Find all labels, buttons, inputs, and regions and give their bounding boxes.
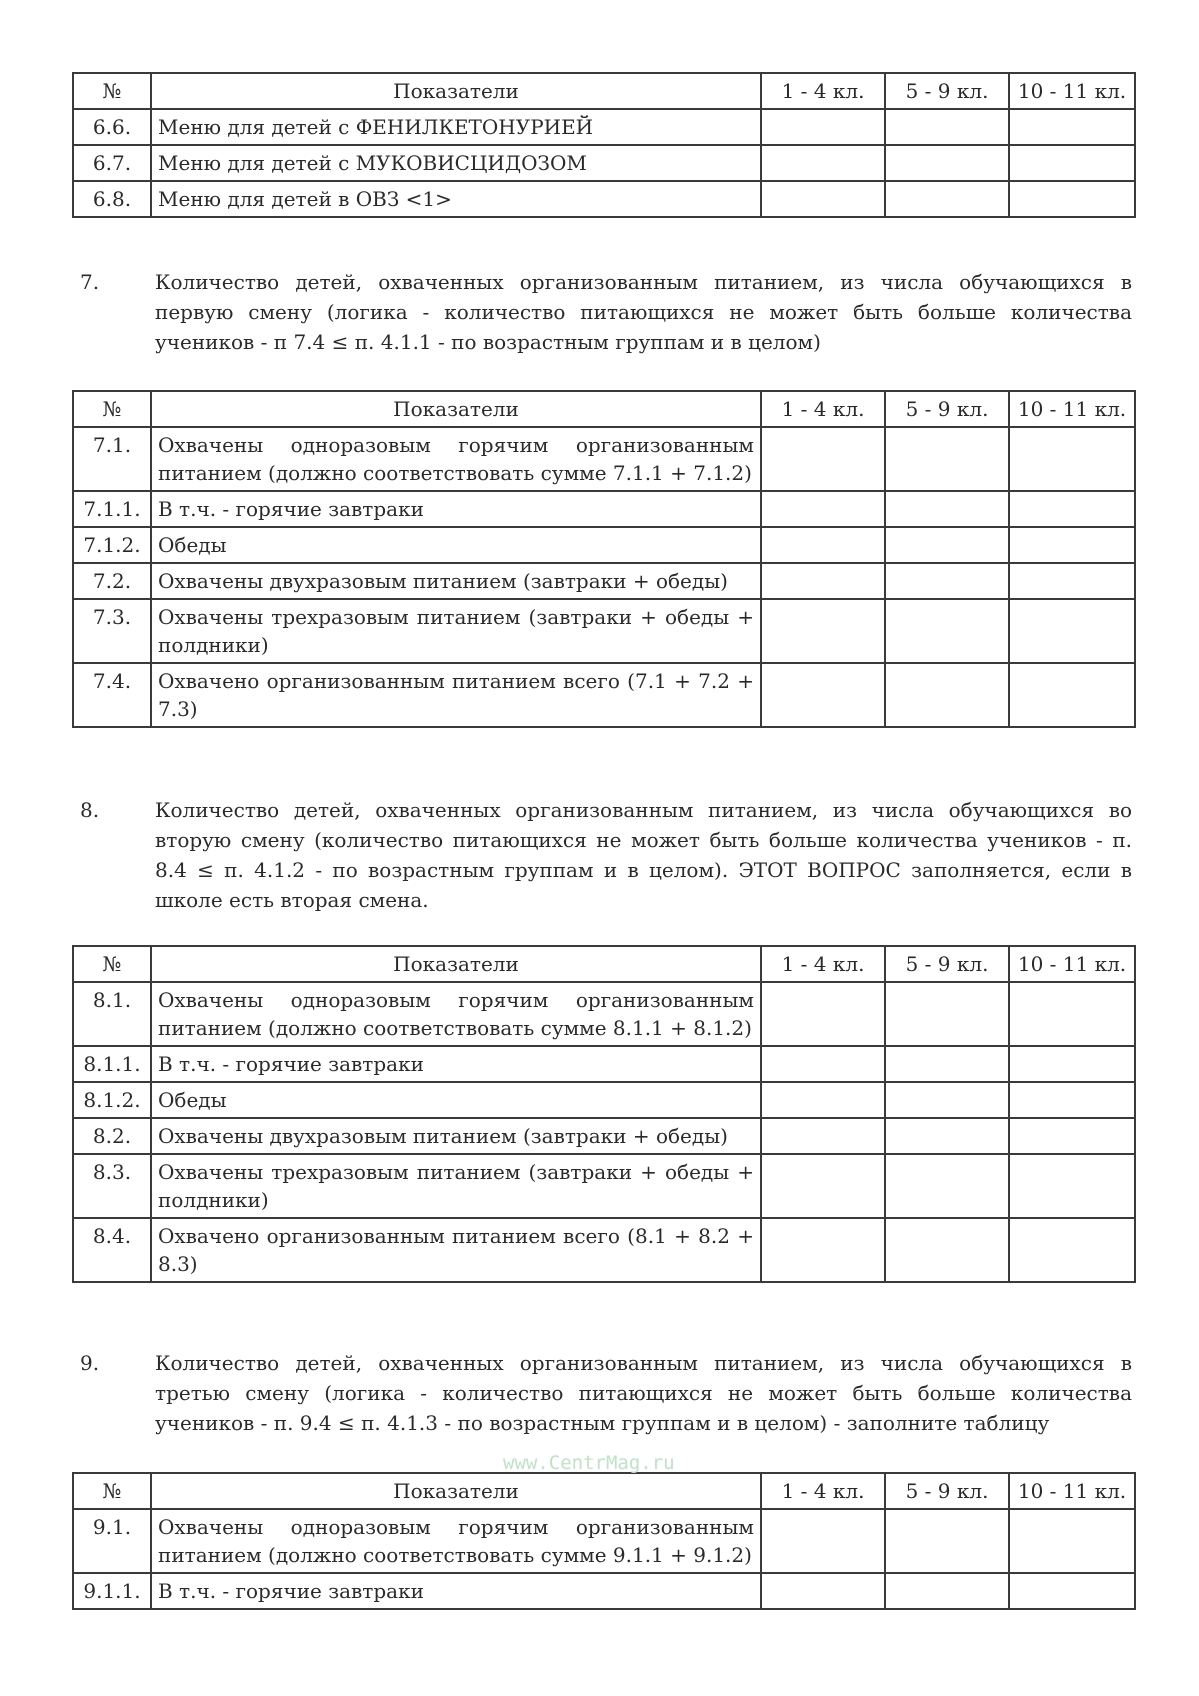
table-row: [73, 663, 1135, 727]
col-num-header: №: [73, 73, 151, 109]
cell-grades-5-9[interactable]: [885, 599, 1009, 663]
cell-grades-1-4[interactable]: [761, 663, 885, 727]
cell-grades-5-9[interactable]: [885, 1509, 1009, 1573]
table-row: [73, 1218, 1135, 1282]
cell-grades-5-9[interactable]: [885, 109, 1009, 145]
cell-grades-5-9[interactable]: [885, 982, 1009, 1046]
section-text: Количество детей, охваченных организованным питанием, из числа обучающихся в первую смену (логика - количество питающихся не может быть больше количества учеников - п 7.4 ≤ п. 4.1.1 - по возрастным группам и в целом): [155, 270, 1132, 354]
cell-grades-5-9[interactable]: [885, 491, 1009, 527]
col-grades-5-9-header: 5 - 9 кл.: [885, 946, 1009, 982]
cell-grades-5-9[interactable]: [885, 1046, 1009, 1082]
cell-grades-1-4[interactable]: [761, 145, 885, 181]
cell-grades-1-4[interactable]: [761, 1118, 885, 1154]
row-number: 7.2.: [73, 563, 151, 599]
table-header: [73, 73, 1135, 109]
cell-grades-10-11[interactable]: [1009, 181, 1135, 217]
row-number: 8.1.1.: [73, 1046, 151, 1082]
table-row: [73, 1154, 1135, 1218]
table-row: [73, 1573, 1135, 1609]
col-num-header: №: [73, 391, 151, 427]
col-grades-5-9-header: 5 - 9 кл.: [885, 73, 1009, 109]
cell-grades-10-11[interactable]: [1009, 109, 1135, 145]
table-9: [72, 1472, 1136, 1610]
cell-grades-5-9[interactable]: [885, 1118, 1009, 1154]
table-header: [73, 391, 1135, 427]
row-indicator: Охвачены одноразовым горячим организованным питанием (должно соответствовать сумме 7.1.1 + 7.1.2): [151, 427, 761, 491]
section-number: 8.: [80, 798, 100, 822]
col-grades-5-9-header: 5 - 9 кл.: [885, 1473, 1009, 1509]
table-7: [72, 390, 1136, 728]
table-row: [73, 1082, 1135, 1118]
col-grades-5-9-header: 5 - 9 кл.: [885, 391, 1009, 427]
table-row: [73, 1509, 1135, 1573]
cell-grades-5-9[interactable]: [885, 1082, 1009, 1118]
row-number: 7.1.: [73, 427, 151, 491]
cell-grades-1-4[interactable]: [761, 1082, 885, 1118]
section-7: [80, 267, 1132, 357]
row-number: 7.4.: [73, 663, 151, 727]
cell-grades-5-9[interactable]: [885, 181, 1009, 217]
table-row: [73, 1046, 1135, 1082]
row-indicator: Охвачены трехразовым питанием (завтраки + обеды + полдники): [151, 599, 761, 663]
row-indicator: Меню для детей в ОВЗ <1>: [151, 181, 761, 217]
row-number: 6.7.: [73, 145, 151, 181]
cell-grades-10-11[interactable]: [1009, 527, 1135, 563]
row-indicator: Охвачено организованным питанием всего (7.1 + 7.2 + 7.3): [151, 663, 761, 727]
row-indicator: Охвачены одноразовым горячим организованным питанием (должно соответствовать сумме 9.1.1 + 9.1.2): [151, 1509, 761, 1573]
col-grades-1-4-header: 1 - 4 кл.: [761, 391, 885, 427]
watermark-text: www.CentrMag.ru: [503, 1452, 675, 1474]
section-text: Количество детей, охваченных организованным питанием, из числа обучающихся во вторую смену (количество питающихся не может быть больше количества учеников - п. 8.4 ≤ п. 4.1.2 - по возрастным группам и в целом). ЭТОТ ВОПРОС заполняется, если в школе есть вторая смена.: [155, 798, 1132, 912]
row-indicator: Обеды: [151, 1082, 761, 1118]
cell-grades-1-4[interactable]: [761, 427, 885, 491]
cell-grades-1-4[interactable]: [761, 599, 885, 663]
row-indicator: В т.ч. - горячие завтраки: [151, 1046, 761, 1082]
cell-grades-10-11[interactable]: [1009, 145, 1135, 181]
cell-grades-5-9[interactable]: [885, 427, 1009, 491]
section-9: [80, 1348, 1132, 1438]
row-number: 6.6.: [73, 109, 151, 145]
cell-grades-5-9[interactable]: [885, 527, 1009, 563]
section-number: 7.: [80, 270, 100, 294]
cell-grades-5-9[interactable]: [885, 1218, 1009, 1282]
cell-grades-1-4[interactable]: [761, 527, 885, 563]
row-number: 8.1.2.: [73, 1082, 151, 1118]
cell-grades-10-11[interactable]: [1009, 1154, 1135, 1218]
cell-grades-10-11[interactable]: [1009, 563, 1135, 599]
cell-grades-10-11[interactable]: [1009, 1118, 1135, 1154]
row-indicator: Охвачены двухразовым питанием (завтраки + обеды): [151, 1118, 761, 1154]
row-number: 7.3.: [73, 599, 151, 663]
table-row: [73, 109, 1135, 145]
table-6: [72, 72, 1136, 218]
cell-grades-1-4[interactable]: [761, 181, 885, 217]
cell-grades-5-9[interactable]: [885, 1154, 1009, 1218]
col-grades-10-11-header: 10 - 11 кл.: [1009, 73, 1135, 109]
cell-grades-10-11[interactable]: [1009, 599, 1135, 663]
table-row: [73, 982, 1135, 1046]
row-indicator: Охвачены трехразовым питанием (завтраки + обеды + полдники): [151, 1154, 761, 1218]
col-num-header: №: [73, 946, 151, 982]
section-number: 9.: [80, 1351, 100, 1375]
cell-grades-1-4[interactable]: [761, 563, 885, 599]
table-row: [73, 1118, 1135, 1154]
col-grades-10-11-header: 10 - 11 кл.: [1009, 946, 1135, 982]
row-indicator: Обеды: [151, 527, 761, 563]
row-number: 7.1.2.: [73, 527, 151, 563]
col-grades-1-4-header: 1 - 4 кл.: [761, 73, 885, 109]
table-8: [72, 945, 1136, 1283]
cell-grades-10-11[interactable]: [1009, 663, 1135, 727]
row-indicator: Меню для детей с МУКОВИСЦИДОЗОМ: [151, 145, 761, 181]
cell-grades-10-11[interactable]: [1009, 1573, 1135, 1609]
row-indicator: Охвачены двухразовым питанием (завтраки + обеды): [151, 563, 761, 599]
cell-grades-5-9[interactable]: [885, 145, 1009, 181]
cell-grades-10-11[interactable]: [1009, 1082, 1135, 1118]
section-text: Количество детей, охваченных организованным питанием, из числа обучающихся в третью смену (логика - количество питающихся не может быть больше количества учеников - п. 9.4 ≤ п. 4.1.3 - по возрастным группам и в целом) - заполните таблицу: [155, 1351, 1132, 1435]
cell-grades-10-11[interactable]: [1009, 1046, 1135, 1082]
col-grades-10-11-header: 10 - 11 кл.: [1009, 1473, 1135, 1509]
row-indicator: В т.ч. - горячие завтраки: [151, 491, 761, 527]
cell-grades-1-4[interactable]: [761, 109, 885, 145]
cell-grades-1-4[interactable]: [761, 982, 885, 1046]
col-indicators-header: Показатели: [151, 946, 761, 982]
cell-grades-10-11[interactable]: [1009, 1218, 1135, 1282]
col-indicators-header: Показатели: [151, 73, 761, 109]
row-number: 9.1.: [73, 1509, 151, 1573]
row-number: 8.1.: [73, 982, 151, 1046]
col-grades-1-4-header: 1 - 4 кл.: [761, 946, 885, 982]
cell-grades-5-9[interactable]: [885, 663, 1009, 727]
col-grades-10-11-header: 10 - 11 кл.: [1009, 391, 1135, 427]
table-row: [73, 427, 1135, 491]
row-number: 6.8.: [73, 181, 151, 217]
cell-grades-1-4[interactable]: [761, 1573, 885, 1609]
cell-grades-1-4[interactable]: [761, 1046, 885, 1082]
table-header: [73, 1473, 1135, 1509]
cell-grades-10-11[interactable]: [1009, 1509, 1135, 1573]
table-header: [73, 946, 1135, 982]
col-indicators-header: Показатели: [151, 1473, 761, 1509]
row-number: 8.3.: [73, 1154, 151, 1218]
row-indicator: Меню для детей с ФЕНИЛКЕТОНУРИЕЙ: [151, 109, 761, 145]
cell-grades-5-9[interactable]: [885, 1573, 1009, 1609]
cell-grades-1-4[interactable]: [761, 1154, 885, 1218]
row-number: 8.2.: [73, 1118, 151, 1154]
cell-grades-10-11[interactable]: [1009, 427, 1135, 491]
table-row: [73, 145, 1135, 181]
section-8: [80, 795, 1132, 915]
cell-grades-5-9[interactable]: [885, 563, 1009, 599]
col-num-header: №: [73, 1473, 151, 1509]
cell-grades-1-4[interactable]: [761, 491, 885, 527]
table-row: [73, 181, 1135, 217]
col-indicators-header: Показатели: [151, 391, 761, 427]
row-indicator: Охвачено организованным питанием всего (8.1 + 8.2 + 8.3): [151, 1218, 761, 1282]
table-row: [73, 527, 1135, 563]
row-number: 9.1.1.: [73, 1573, 151, 1609]
cell-grades-10-11[interactable]: [1009, 982, 1135, 1046]
row-indicator: В т.ч. - горячие завтраки: [151, 1573, 761, 1609]
col-grades-1-4-header: 1 - 4 кл.: [761, 1473, 885, 1509]
row-number: 7.1.1.: [73, 491, 151, 527]
row-number: 8.4.: [73, 1218, 151, 1282]
table-row: [73, 563, 1135, 599]
cell-grades-10-11[interactable]: [1009, 491, 1135, 527]
table-row: [73, 599, 1135, 663]
table-row: [73, 491, 1135, 527]
cell-grades-1-4[interactable]: [761, 1218, 885, 1282]
cell-grades-1-4[interactable]: [761, 1509, 885, 1573]
row-indicator: Охвачены одноразовым горячим организованным питанием (должно соответствовать сумме 8.1.1 + 8.1.2): [151, 982, 761, 1046]
